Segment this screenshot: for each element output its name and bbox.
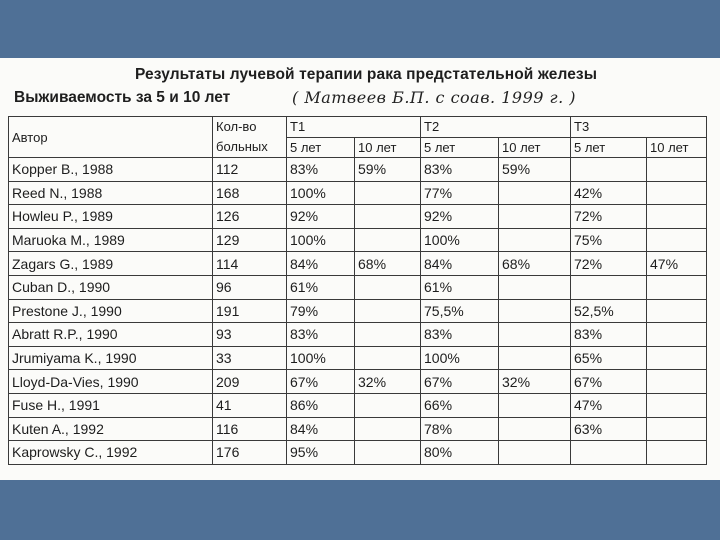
cell-t1-5y: 83% — [287, 158, 355, 182]
cell-patients: 41 — [213, 393, 287, 417]
cell-t1-10y — [355, 299, 421, 323]
cell-patients: 129 — [213, 228, 287, 252]
cell-patients: 176 — [213, 441, 287, 465]
cell-t3-10y — [647, 275, 707, 299]
header-group-t1: Т1 — [287, 117, 421, 138]
cell-t3-5y: 72% — [571, 252, 647, 276]
cell-t2-5y: 84% — [421, 252, 499, 276]
cell-t1-10y — [355, 205, 421, 229]
cell-t3-10y: 47% — [647, 252, 707, 276]
cell-t3-10y — [647, 299, 707, 323]
cell-t3-10y — [647, 417, 707, 441]
cell-t3-5y — [571, 275, 647, 299]
cell-t2-5y: 77% — [421, 181, 499, 205]
cell-t3-5y: 83% — [571, 323, 647, 347]
cell-t1-5y: 86% — [287, 393, 355, 417]
cell-author: Abratt R.P., 1990 — [9, 323, 213, 347]
table-row — [9, 252, 707, 276]
cell-t3-5y: 67% — [571, 370, 647, 394]
cell-t2-10y — [499, 181, 571, 205]
header-t2-10y: 10 лет — [499, 137, 571, 158]
cell-t1-10y — [355, 181, 421, 205]
cell-t1-5y: 95% — [287, 441, 355, 465]
cell-patients: 93 — [213, 323, 287, 347]
cell-t2-10y: 32% — [499, 370, 571, 394]
cell-t3-5y — [571, 158, 647, 182]
cell-t3-5y — [571, 441, 647, 465]
cell-author: Prestone J., 1990 — [9, 299, 213, 323]
cell-t2-5y: 75,5% — [421, 299, 499, 323]
page-title: Результаты лучевой терапии рака предстательной железы — [135, 66, 598, 83]
table-row — [9, 417, 707, 441]
table-row — [9, 370, 707, 394]
table-row — [9, 393, 707, 417]
table-body — [9, 158, 707, 465]
header-t3-10y: 10 лет — [647, 137, 707, 158]
cell-patients: 191 — [213, 299, 287, 323]
cell-t1-10y: 68% — [355, 252, 421, 276]
cell-t2-5y: 61% — [421, 275, 499, 299]
table-row — [9, 181, 707, 205]
cell-t2-5y: 100% — [421, 346, 499, 370]
cell-t3-10y — [647, 323, 707, 347]
cell-patients: 126 — [213, 205, 287, 229]
cell-t1-5y: 79% — [287, 299, 355, 323]
header-t2-5y: 5 лет — [421, 137, 499, 158]
cell-author: Zagars G., 1989 — [9, 252, 213, 276]
cell-t3-10y — [647, 370, 707, 394]
cell-t3-5y: 63% — [571, 417, 647, 441]
cell-t2-5y: 78% — [421, 417, 499, 441]
cell-author: Kaprowsky C., 1992 — [9, 441, 213, 465]
handwritten-source-note: ( Матвеев Б.П. с соав. 1999 г. ) — [292, 88, 577, 107]
cell-t2-10y: 68% — [499, 252, 571, 276]
cell-patients: 209 — [213, 370, 287, 394]
cell-t1-10y — [355, 346, 421, 370]
cell-t3-10y — [647, 228, 707, 252]
header-t1-5y: 5 лет — [287, 137, 355, 158]
cell-t3-10y — [647, 393, 707, 417]
header-t1-10y: 10 лет — [355, 137, 421, 158]
header-patients: Кол-во больных — [213, 117, 287, 158]
cell-t2-5y: 66% — [421, 393, 499, 417]
header-group-t2: Т2 — [421, 117, 571, 138]
cell-t3-10y — [647, 158, 707, 182]
cell-t1-10y — [355, 275, 421, 299]
cell-t3-10y — [647, 181, 707, 205]
cell-t2-10y — [499, 346, 571, 370]
cell-t1-5y: 100% — [287, 346, 355, 370]
cell-t2-5y: 67% — [421, 370, 499, 394]
cell-t2-5y: 100% — [421, 228, 499, 252]
bottom-frame-band — [0, 480, 720, 540]
top-frame-band — [0, 0, 720, 58]
cell-author: Kopper B., 1988 — [9, 158, 213, 182]
table-row — [9, 346, 707, 370]
cell-t1-10y — [355, 323, 421, 347]
cell-patients: 168 — [213, 181, 287, 205]
cell-t1-5y: 83% — [287, 323, 355, 347]
cell-t1-5y: 61% — [287, 275, 355, 299]
cell-patients: 33 — [213, 346, 287, 370]
scanned-page — [0, 58, 720, 480]
cell-t2-10y — [499, 323, 571, 347]
cell-t1-10y — [355, 228, 421, 252]
cell-t2-10y — [499, 228, 571, 252]
table-row — [9, 441, 707, 465]
cell-t1-10y — [355, 417, 421, 441]
cell-t1-5y: 84% — [287, 417, 355, 441]
cell-t3-10y — [647, 346, 707, 370]
cell-author: Maruoka M., 1989 — [9, 228, 213, 252]
header-group-t3: Т3 — [571, 117, 707, 138]
cell-t3-5y: 75% — [571, 228, 647, 252]
cell-t2-5y: 83% — [421, 158, 499, 182]
cell-t1-10y — [355, 441, 421, 465]
cell-t2-5y: 80% — [421, 441, 499, 465]
cell-author: Fuse H., 1991 — [9, 393, 213, 417]
cell-t2-10y — [499, 393, 571, 417]
table-row — [9, 205, 707, 229]
cell-t3-10y — [647, 441, 707, 465]
table-row — [9, 275, 707, 299]
cell-t2-10y — [499, 441, 571, 465]
cell-author: Kuten A., 1992 — [9, 417, 213, 441]
cell-t3-5y: 47% — [571, 393, 647, 417]
cell-patients: 112 — [213, 158, 287, 182]
table-row — [9, 323, 707, 347]
cell-t3-10y — [647, 205, 707, 229]
cell-t3-5y: 42% — [571, 181, 647, 205]
cell-author: Reed N., 1988 — [9, 181, 213, 205]
cell-t1-5y: 84% — [287, 252, 355, 276]
cell-author: Cuban D., 1990 — [9, 275, 213, 299]
cell-t1-10y: 59% — [355, 158, 421, 182]
cell-patients: 114 — [213, 252, 287, 276]
cell-author: Lloyd-Da-Vies, 1990 — [9, 370, 213, 394]
survival-table — [8, 116, 707, 465]
cell-t2-10y — [499, 417, 571, 441]
cell-t3-5y: 72% — [571, 205, 647, 229]
cell-t3-5y: 65% — [571, 346, 647, 370]
header-t3-5y: 5 лет — [571, 137, 647, 158]
cell-author: Howleu P., 1989 — [9, 205, 213, 229]
cell-t2-10y — [499, 275, 571, 299]
cell-patients: 116 — [213, 417, 287, 441]
cell-t1-5y: 67% — [287, 370, 355, 394]
cell-t2-5y: 83% — [421, 323, 499, 347]
cell-t2-10y: 59% — [499, 158, 571, 182]
cell-t2-5y: 92% — [421, 205, 499, 229]
page-subtitle: Выживаемость за 5 и 10 лет — [14, 89, 231, 106]
cell-t1-10y — [355, 393, 421, 417]
table-row — [9, 299, 707, 323]
cell-t3-5y: 52,5% — [571, 299, 647, 323]
cell-t1-5y: 100% — [287, 181, 355, 205]
table-row — [9, 228, 707, 252]
cell-author: Jrumiyama K., 1990 — [9, 346, 213, 370]
cell-t1-5y: 92% — [287, 205, 355, 229]
cell-patients: 96 — [213, 275, 287, 299]
cell-t2-10y — [499, 299, 571, 323]
cell-t1-5y: 100% — [287, 228, 355, 252]
cell-t2-10y — [499, 205, 571, 229]
table-row — [9, 158, 707, 182]
header-author: Автор — [9, 117, 213, 158]
cell-t1-10y: 32% — [355, 370, 421, 394]
